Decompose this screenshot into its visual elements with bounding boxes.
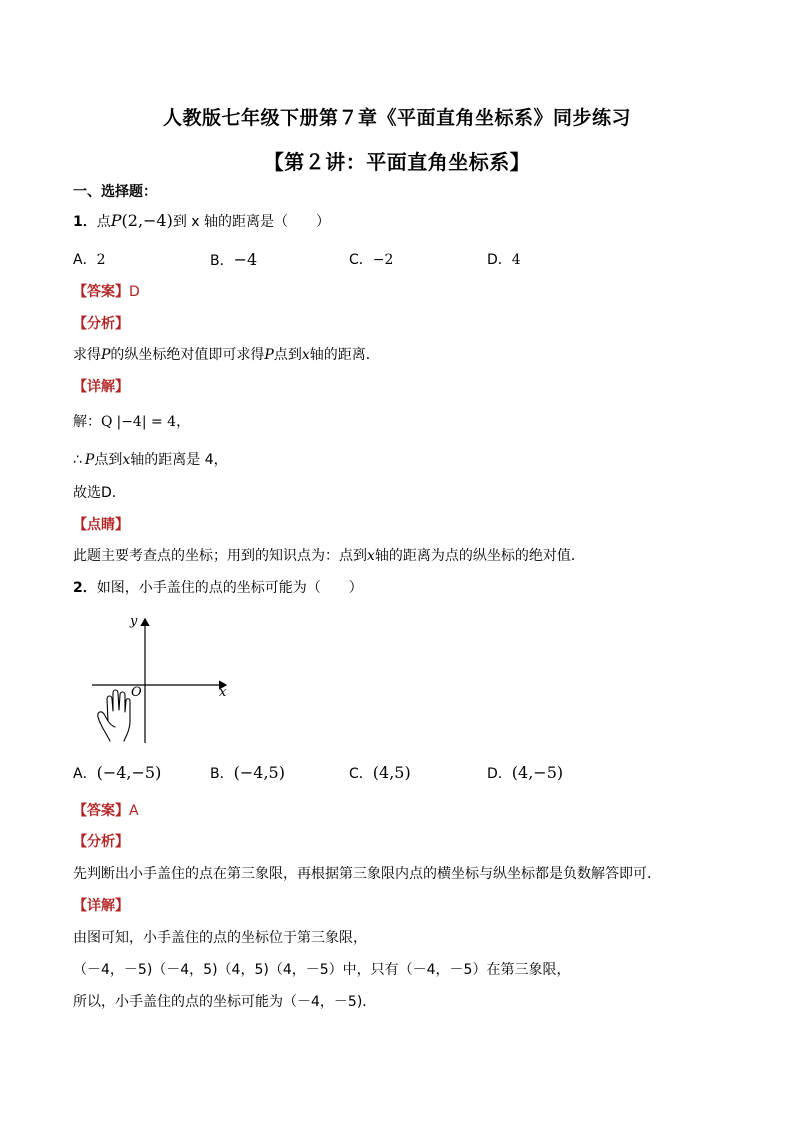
q1-analysis: 求得P的纵坐标绝对值即可求得P点到x轴的距离． [73, 347, 380, 363]
section-heading: 一、选择题： [73, 184, 157, 200]
q1-option-b: B．−4 [210, 250, 258, 269]
point-coordinates: (2,−4) [121, 211, 173, 230]
lecture-subtitle: 【第２讲：平面直角坐标系】 [263, 150, 531, 174]
question-number: 1． [73, 214, 97, 230]
q1-option-a: A．2 [73, 252, 106, 268]
q2-option-d: D．(4,−5) [487, 763, 564, 782]
q2-option-a: A．(−4,−5) [73, 763, 162, 782]
q1-comment-tag: 【点睛】 [73, 517, 129, 533]
question-2-stem: 2．如图，小手盖住的点的坐标可能为（ ） [73, 580, 363, 596]
coordinate-figure [88, 613, 238, 748]
q1-option-d: D．4 [487, 252, 521, 268]
q2-detail-line-3: 所以，小手盖住的点的坐标可能为（－4，－5)． [73, 994, 377, 1010]
origin-label: O [131, 685, 142, 700]
q1-analysis-tag: 【分析】 [73, 316, 129, 332]
q1-detail-line-2: ∴ P点到x轴的距离是 4， [73, 452, 228, 468]
q2-detail-tag: 【详解】 [73, 898, 129, 914]
document-title: 人教版七年级下册第７章《平面直角坐标系》同步练习 [162, 107, 631, 129]
q2-analysis: 先判断出小手盖住的点在第三象限，再根据第三象限内点的横坐标与纵坐标都是负数解答即可． [73, 866, 661, 882]
q1-detail-tag: 【详解】 [73, 379, 129, 395]
q1-detail-line-3: 故选D． [73, 485, 126, 501]
q1-comment: 此题主要考查点的坐标；用到的知识点为：点到x轴的距离为点的纵坐标的绝对值． [73, 548, 585, 564]
q1-option-c: C．−2 [349, 252, 394, 268]
stem-text: 到 x 轴的距离是（ ） [172, 214, 331, 230]
q2-detail-line-2: （－4，－5)（－4，5)（4，5)（4，－5）中，只有（－4，－5）在第三象限， [73, 962, 571, 978]
q2-detail-line-1: 由图可知，小手盖住的点的坐标位于第三象限， [73, 930, 367, 946]
q1-answer: 【答案】D [73, 284, 140, 300]
question-1-stem [73, 211, 330, 232]
q2-option-b: B．(−4,5) [210, 763, 285, 782]
hand-icon [98, 690, 130, 741]
q1-detail-line-1: 解：Q |−4| = 4， [73, 414, 191, 430]
q2-answer: 【答案】A [73, 803, 139, 819]
stem-text: 点 [96, 214, 111, 230]
point-name: P [110, 211, 122, 230]
q2-option-c: C．(4,5) [349, 763, 411, 782]
x-axis-label: x [219, 685, 227, 700]
y-axis-label: y [130, 614, 138, 629]
q2-analysis-tag: 【分析】 [73, 834, 129, 850]
